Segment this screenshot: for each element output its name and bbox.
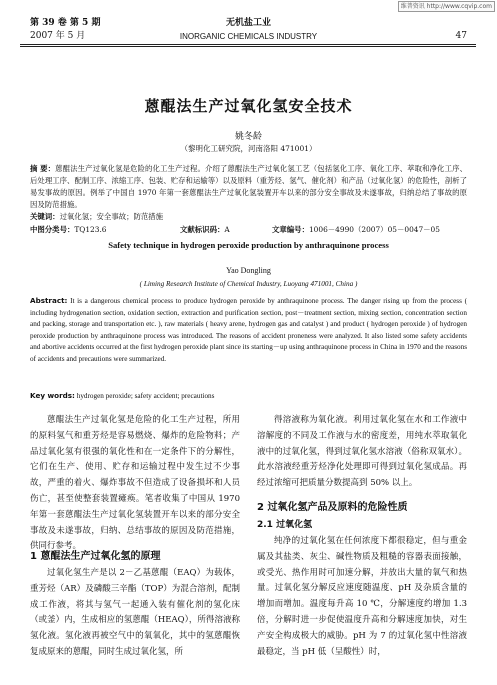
section-2-1-text: 纯净的过氧化氢在任何浓度下都很稳定，但与重金属及其盐类、灰尘、碱性物质及粗糙的容器表面接触，或受光、热作用时可加速分解，并放出大量的氧气和热量。过氧化氢分解反应速度随温度、pH 及杂质含量的增加而增加。温度每升高 10 ℃，分解速度约增加 1.3 倍，分解时进一步促使温度升高和分解速度加快，对生产安全构成极大的威胁。pH 为 7 的过氧化氢中性溶液最稳定，当 pH 低（呈酸性）时， — [257, 536, 467, 657]
abstract-text: 蒽醌法生产过氧化氢是危险的化工生产过程。介绍了蒽醌法生产过氧化氢工艺（包括氢化工序、氧化工序、萃取和净化工序、后处理工序、配制工序、浓缩工序、包装、贮存和运输等）以及原料（重芳烃、氢气、催化剂）和产品（过氧化氢）的危险性，剖析了易发事故的原因。例举了中国自 1970 年第一套蒽醌法生产过氧化氢装置开车以来的部分安全事故及未遂事故，归纳总结了事故的原因及防范措施。 — [30, 164, 467, 209]
header-rule-2 — [20, 46, 476, 47]
journal-title-cn: 无机盐工业 — [225, 18, 271, 28]
doc-code-value: A — [224, 225, 230, 234]
affiliation: （黎明化工研究院，河南洛阳 471001） — [180, 144, 317, 153]
keywords-en-label: Key words: — [30, 391, 75, 400]
abstract-en-label: Abstract: — [30, 296, 68, 305]
keywords-label: 关键词： — [30, 212, 60, 221]
keywords-en — [30, 390, 214, 402]
author: 姚冬龄 — [234, 132, 262, 142]
keywords-en-text: hydrogen peroxide; safety accident; precautions — [76, 392, 215, 400]
keywords-cn — [30, 211, 163, 223]
section-2-1-heading: 2.1 过氧化氢 — [257, 520, 313, 530]
abstract-en — [30, 295, 467, 365]
doc-code-label: 文献标识码： — [180, 225, 225, 234]
keywords-text: 过氧化氢；安全事故；防范措施 — [59, 212, 164, 221]
abstract-label: 摘 要： — [30, 164, 56, 173]
section-1-text: 过氧化氢生产是以 2－乙基蒽醌（EAQ）为载体，重芳烃（AR）及磷酸三辛酯（TOP）为混合溶剂，配制成工作液，将其与氢气一起通入装有催化剂的氢化床（或釜）内，生成相应的氢蒽醌（HEAQ），所得溶液称氢化液。氢化液再被空气中的氧氧化，其中的氢蒽醌恢复成原来的蒽醌，同时生成过氧化氢，所 — [30, 568, 240, 657]
volume-issue: 第 39 卷 第 5 期 — [30, 18, 101, 28]
abstract-en-text: It is a dangerous chemical process to produce hydrogen peroxide by anthraquinone process. The danger rising up from the process ( including hydrogenation section, oxidation section, extraction and purification section, post－treatment section, mixing section, concentration section and packing, storage and transportation etc. ), raw materials ( heavy arene, hydrogen gas and catalyst ) and product ( hydrogen peroxide ) of hydrogen peroxide production by anthraquinone process was introduced. The reasons of accident proneness were analyzed. It also listed some safety accidents and abortive accidents occurred at the first hydrogen peroxide plant since its starting－up using anthraquinone process in China in 1970 and the reasons of accidents and precautions were summarized. — [30, 297, 467, 363]
article-no-value: 1006－4990（2007）05－0047－05 — [308, 225, 440, 234]
clc-label: 中图分类号： — [30, 225, 75, 234]
issue-date: 2007 年 5 月 — [30, 31, 86, 41]
right-top-paragraph: 得溶液称为氧化液。利用过氧化氢在水和工作液中溶解度的不同及工作液与水的密度差，用纯水萃取氧化液中的过氧化氢，得到过氧化氢水溶液（俗称双氧水）。此水溶液经重芳烃净化处理即可得到过氧化氢成品。再经过浓缩可把质量分数提高到 50% 以上。 — [257, 415, 467, 489]
article-title: 蒽醌法生产过氧化氢安全技术 — [144, 97, 353, 115]
affiliation-en: ( Liming Research Institute of Chemical Industry, Luoyang 471001, China ) — [139, 280, 358, 288]
author-en: Yao Dongling — [226, 266, 271, 275]
section-1-heading: 1 蒽醌法生产过氧化氢的原理 — [30, 551, 161, 562]
article-no-label: 文章编号： — [272, 225, 309, 234]
section-2-heading: 2 过氧化氢产品及原料的危险性质 — [257, 502, 408, 513]
page-number: 47 — [455, 31, 467, 41]
document-code — [180, 224, 230, 236]
clc-number — [30, 224, 107, 236]
article-number — [272, 224, 440, 236]
watermark: 维普资讯 http://www.cqvip.com — [398, 1, 495, 12]
clc-value: TQ123.6 — [74, 225, 107, 234]
abstract-cn — [30, 163, 467, 211]
header-rule — [20, 44, 476, 45]
journal-title-en: INORGANIC CHEMICALS INDUSTRY — [179, 32, 318, 41]
intro-paragraph: 蒽醌法生产过氧化氢是危险的化工生产过程，所用的原料氢气和重芳烃是容易燃烧、爆炸的危险物料；产品过氧化氢有很强的氧化性和在一定条件下的分解性，它们在生产、使用、贮存和运输过程中发生过不少事故，严重的着火、爆炸事故不但造成了设备损坏和人员伤亡，甚至使整套装置瘫痪。笔者收集了中国从 1970 年第一套蒽醌法生产过氧化氢装置开车以来的部分安全事故及未遂事故，归纳、总结事故的原因及防范措施，供同行参考。 — [30, 415, 240, 552]
title-en: Safety technique in hydrogen peroxide production by anthraquinone process — [108, 240, 389, 250]
